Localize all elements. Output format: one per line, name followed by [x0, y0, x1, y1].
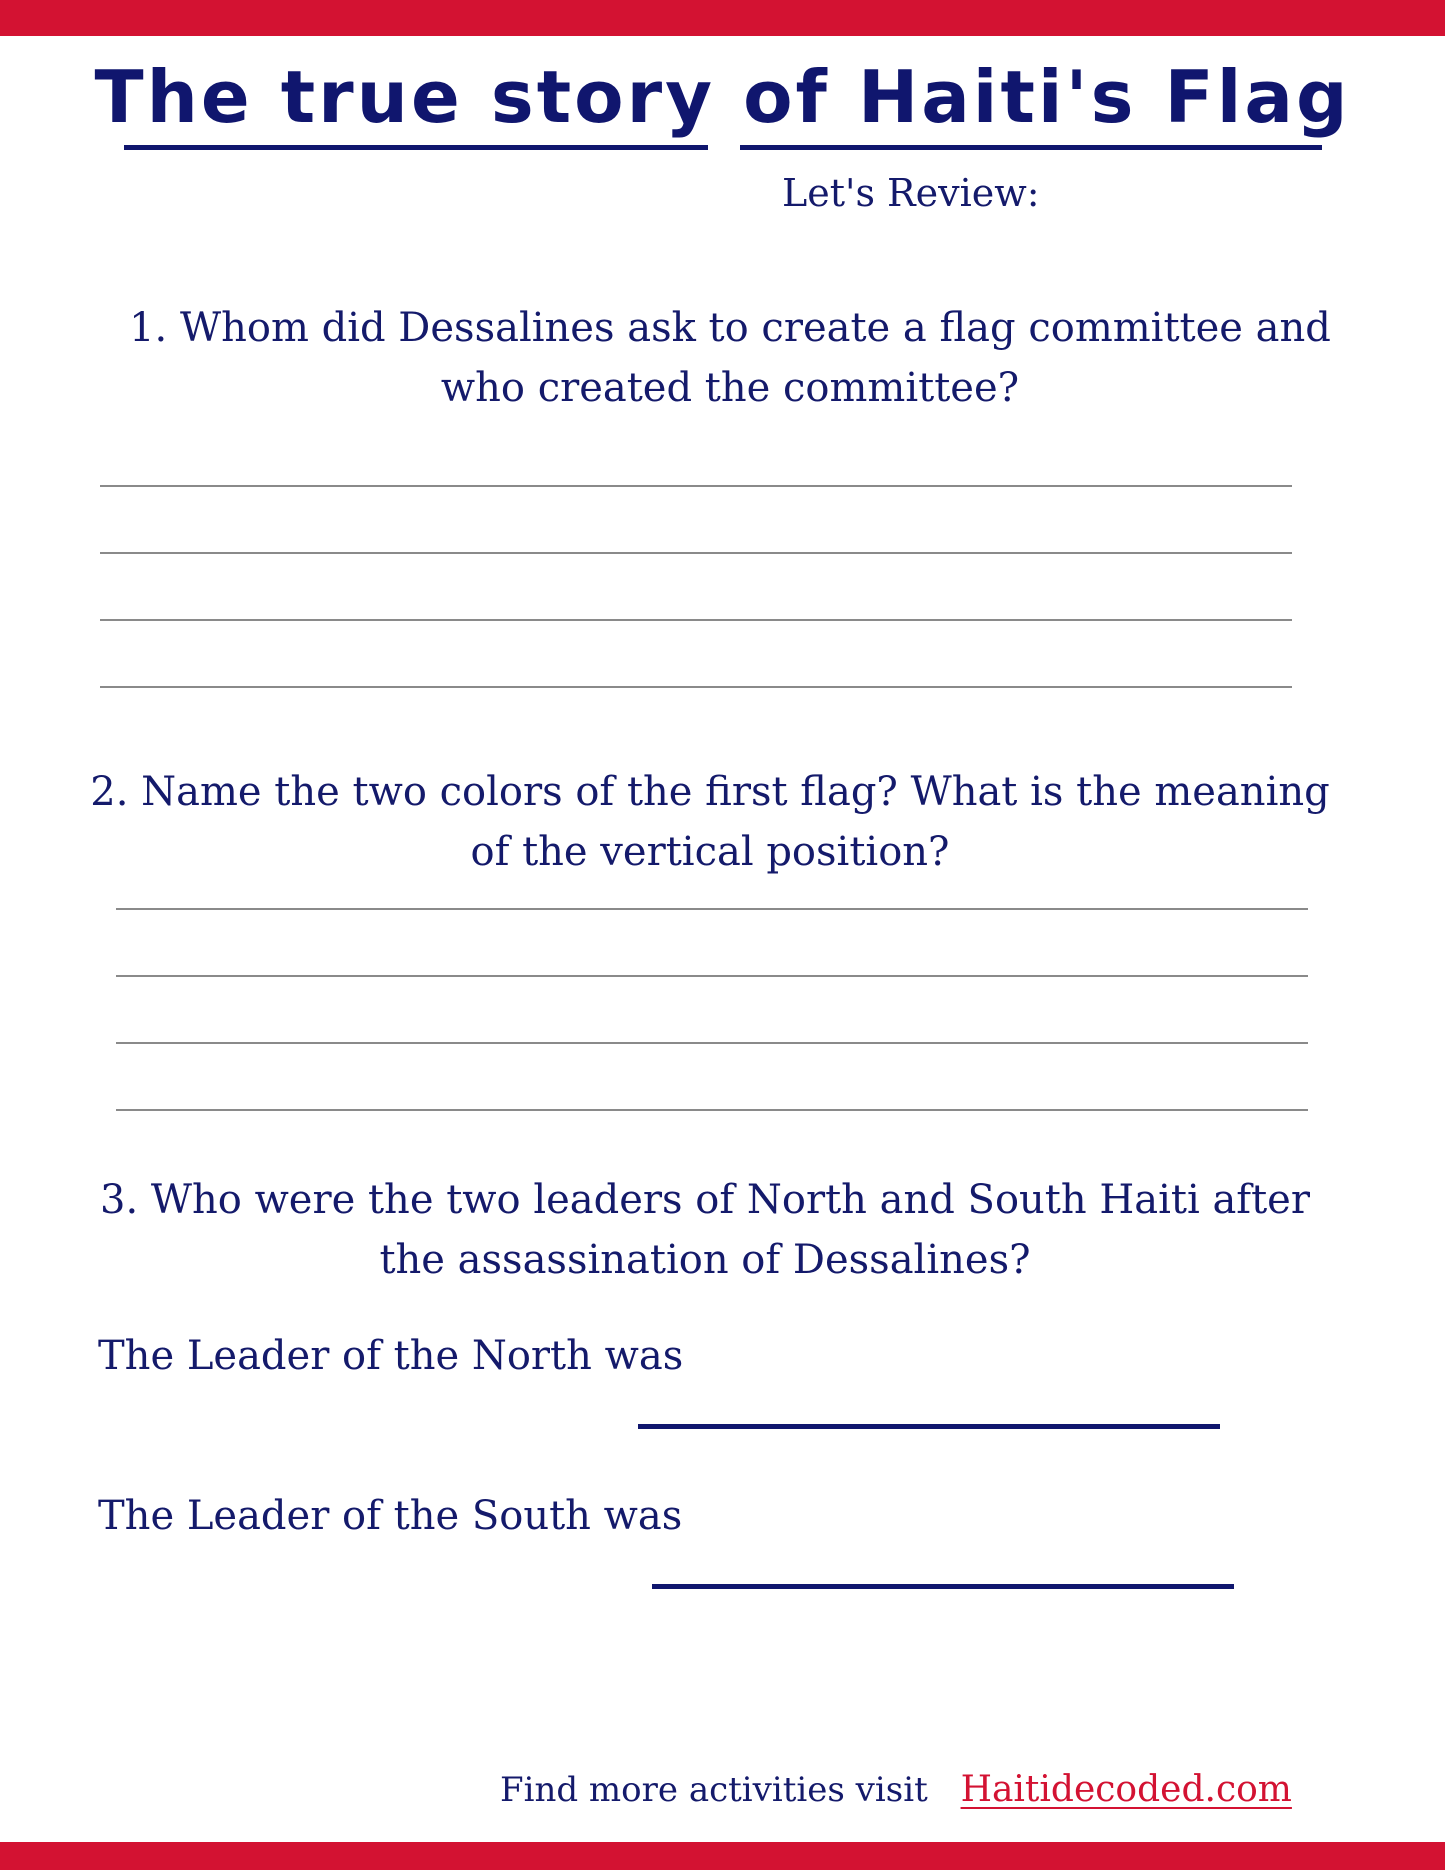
footer-text: Find more activities visit — [500, 1770, 928, 1810]
footer-link[interactable]: Haitidecoded.com — [960, 1769, 1292, 1810]
footer — [500, 1766, 1292, 1814]
answer-line-q2-1[interactable] — [116, 908, 1308, 910]
answer-line-q1-1[interactable] — [100, 485, 1292, 487]
question-1: 1. Whom did Dessalines ask to create a flag committee and who created the committee? — [129, 305, 1331, 411]
leader-north-answer-line[interactable] — [638, 1424, 1220, 1429]
answer-line-q1-2[interactable] — [100, 552, 1292, 554]
bottom-red-bar — [0, 1842, 1445, 1870]
leader-north-label: The Leader of the North was — [98, 1333, 684, 1379]
leader-south-label: The Leader of the South was — [98, 1493, 683, 1539]
page-title: The true story of Haiti's Flag — [94, 55, 1351, 139]
leader-south-answer-line[interactable] — [652, 1584, 1234, 1589]
top-red-bar — [0, 0, 1445, 36]
answer-line-q2-2[interactable] — [116, 975, 1308, 977]
answer-line-q2-3[interactable] — [116, 1042, 1308, 1044]
answer-line-q1-3[interactable] — [100, 619, 1292, 621]
title-underline-right — [740, 145, 1322, 150]
title-underline-left — [124, 145, 708, 150]
section-subtitle: Let's Review: — [782, 171, 1040, 215]
answer-line-q1-4[interactable] — [100, 686, 1292, 688]
question-3: 3. Who were the two leaders of North and South Haiti after the assassination of Dessalines? — [100, 1177, 1310, 1283]
question-2: 2. Name the two colors of the first flag? What is the meaning of the vertical position? — [90, 769, 1330, 875]
answer-line-q2-4[interactable] — [116, 1109, 1308, 1111]
